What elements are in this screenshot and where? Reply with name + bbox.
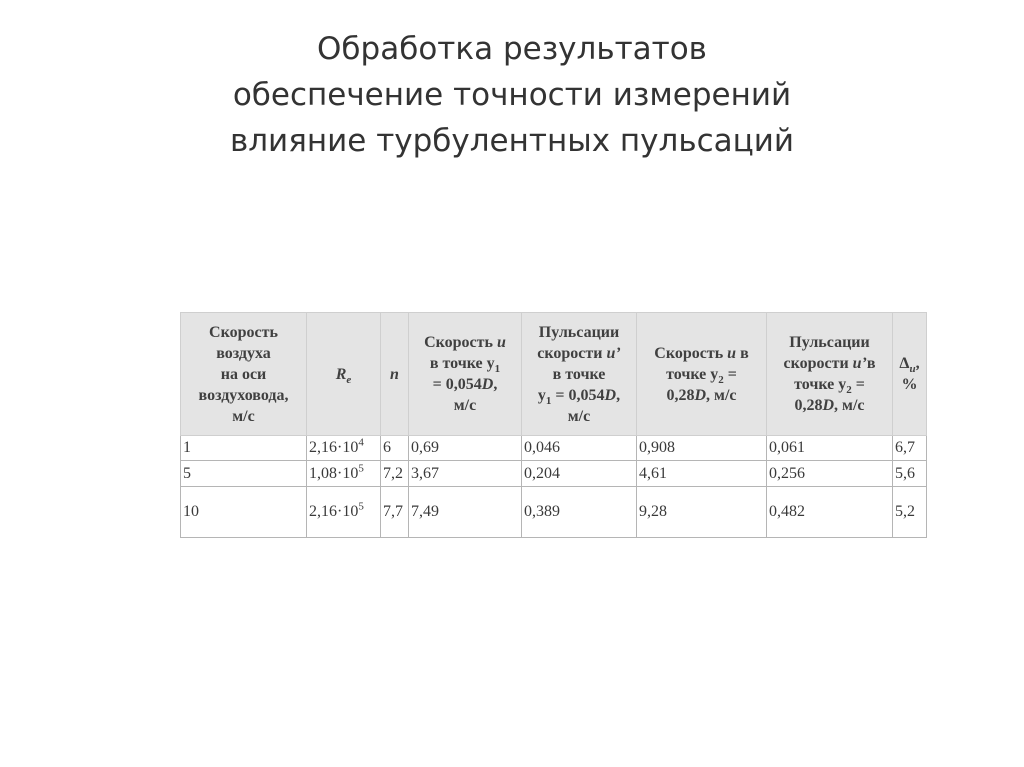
cell-n: 7,7 <box>381 487 409 538</box>
cell-speed-y2: 9,28 <box>637 487 767 538</box>
table-row <box>181 461 927 487</box>
header-pulsation-y2: Пульсации скорости u’в точке $y_2$ = 0,28D, м/с <box>767 313 893 436</box>
table-header-row <box>181 313 927 436</box>
cell-delta: 5,2 <box>893 487 927 538</box>
title-line-3: влияние турбулентных пульсаций <box>229 123 795 159</box>
cell-reynolds: $2,16\cdot 10^5$ <box>307 487 381 538</box>
header-speed-y2: Скорость u в точке $y_2$ = 0,28D, м/с <box>637 313 767 436</box>
header-pulsation-y1: Пульсации скорости u’ в точке $y_1 = 0,054D$, м/с <box>522 313 637 436</box>
cell-pulsation-y2: 0,482 <box>767 487 893 538</box>
cell-n: 6 <box>381 436 409 461</box>
title-line-1: Обработка результатов <box>317 31 707 67</box>
header-delta: $\Delta_u$, % <box>893 313 927 436</box>
header-reynolds: $R_e$ <box>307 313 381 436</box>
header-speed-y1: Скорость u в точке $y_1$ = 0,054D, м/с <box>409 313 522 436</box>
results-table <box>180 312 927 538</box>
cell-speed-y2: 0,908 <box>637 436 767 461</box>
cell-speed-y1: 7,49 <box>409 487 522 538</box>
table-row <box>181 436 927 461</box>
cell-reynolds: $2,16\cdot 10^4$ <box>307 436 381 461</box>
cell-reynolds: $1,08\cdot 10^5$ <box>307 461 381 487</box>
header-n: n <box>381 313 409 436</box>
cell-delta: 5,6 <box>893 461 927 487</box>
cell-speed: 10 <box>181 487 307 538</box>
cell-delta: 6,7 <box>893 436 927 461</box>
title-line-2: обеспечение точности измерений <box>232 77 792 113</box>
cell-speed-y1: 0,69 <box>409 436 522 461</box>
cell-speed: 5 <box>181 461 307 487</box>
header-axis-speed: Скорость воздуха на оси воздуховода, м/с <box>181 313 307 436</box>
cell-pulsation-y2: 0,256 <box>767 461 893 487</box>
table-row <box>181 487 927 538</box>
cell-pulsation-y2: 0,061 <box>767 436 893 461</box>
cell-speed-y2: 4,61 <box>637 461 767 487</box>
cell-speed-y1: 3,67 <box>409 461 522 487</box>
cell-pulsation-y1: 0,204 <box>522 461 637 487</box>
results-table-container <box>180 312 926 538</box>
cell-pulsation-y1: 0,389 <box>522 487 637 538</box>
cell-speed: 1 <box>181 436 307 461</box>
cell-n: 7,2 <box>381 461 409 487</box>
cell-pulsation-y1: 0,046 <box>522 436 637 461</box>
slide-title <box>0 26 1024 164</box>
